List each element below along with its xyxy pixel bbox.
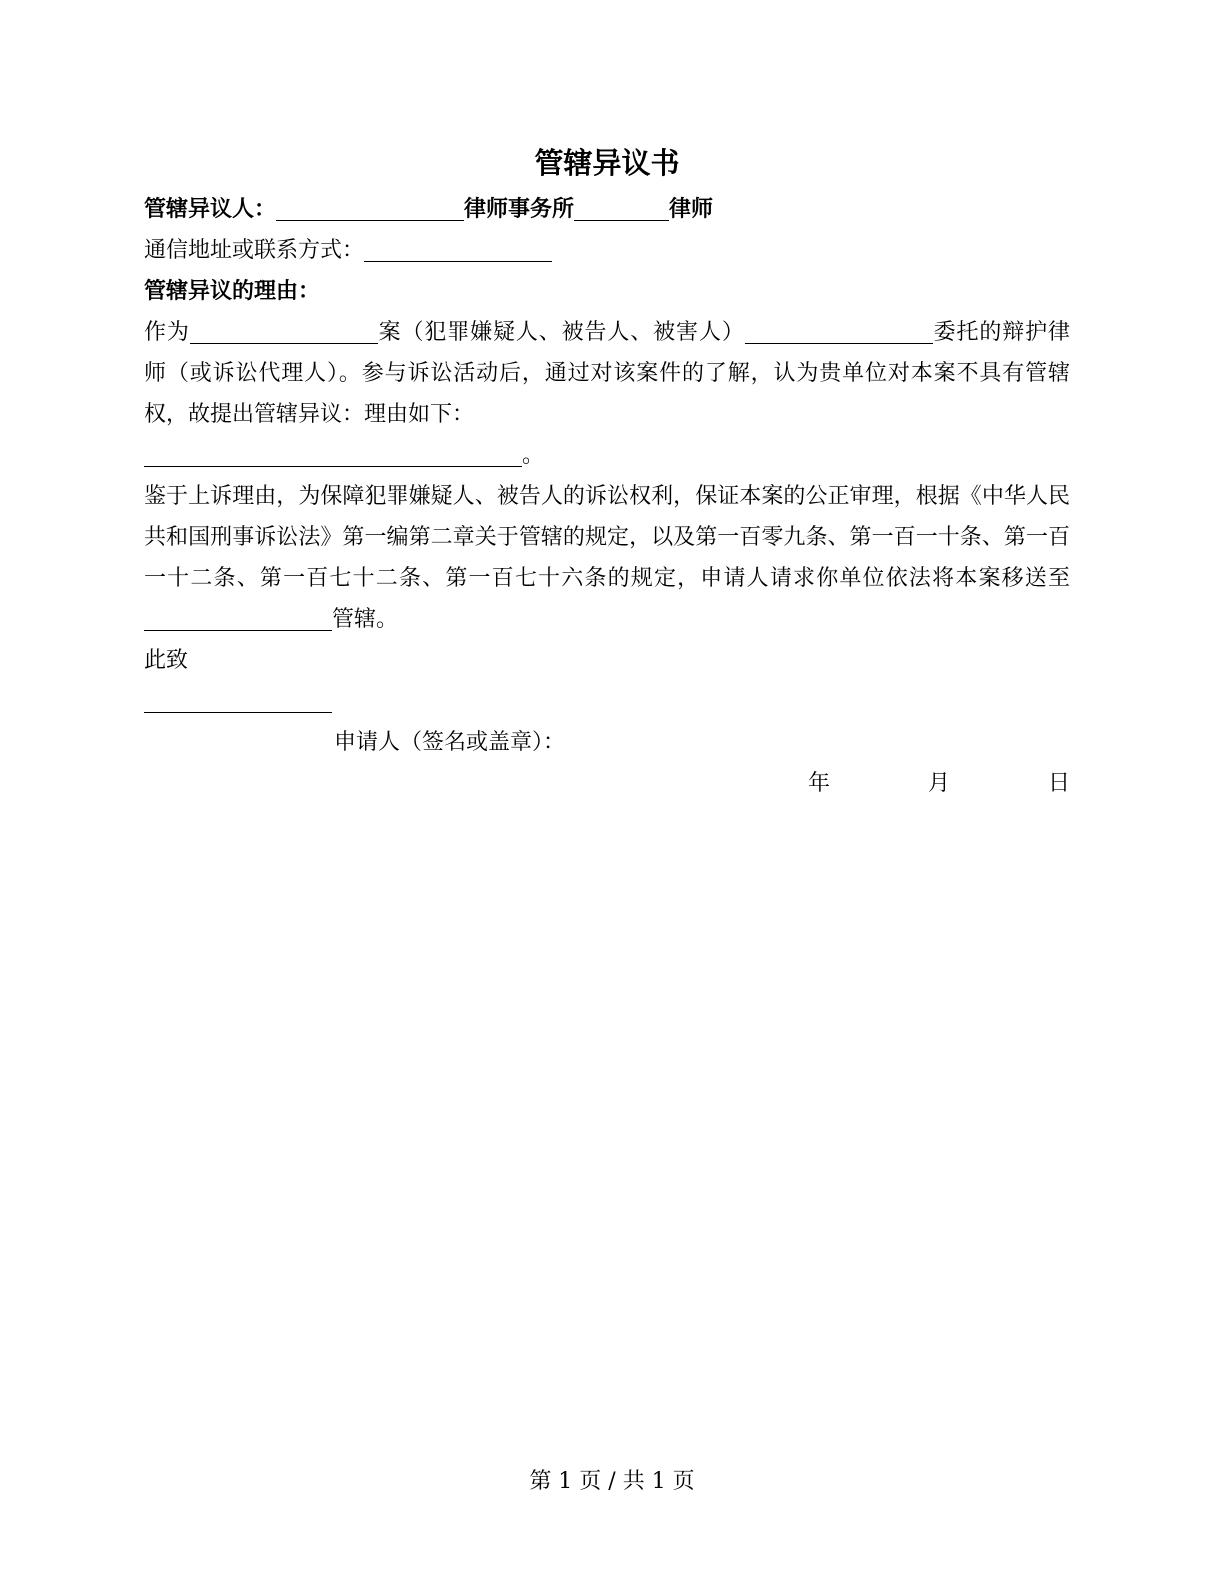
- page-number: 第 1 页 / 共 1 页: [529, 1469, 695, 1494]
- reason-line: [144, 435, 1070, 476]
- reason-end-mark: 。: [522, 443, 545, 468]
- paragraph-case-intro: [144, 312, 1070, 435]
- paragraph-legal-basis: [144, 476, 1070, 640]
- p2-suffix: 管辖。: [332, 607, 399, 632]
- case-name-blank[interactable]: [190, 315, 378, 344]
- contact-line: [144, 230, 1070, 271]
- document-title: 管辖异议书: [534, 146, 680, 180]
- page-footer: [0, 1464, 1224, 1500]
- contact-label: 通信地址或联系方式：: [144, 238, 365, 263]
- objector-line: [144, 189, 1070, 230]
- p1-suffix: 委托的辩护律师（或诉讼代理人）。参与诉讼活动后，通过对该案件的了解，认为贵单位对本案不具有管辖权，故提出管辖异议：理由如下：: [144, 320, 1070, 427]
- lawyer-label: 律师: [669, 196, 714, 222]
- salutation: 此致: [144, 648, 189, 673]
- document-body: [144, 140, 1070, 804]
- date-day-label: 日: [1048, 771, 1071, 796]
- contact-blank[interactable]: [364, 233, 552, 262]
- objector-label: 管辖异议人：: [144, 196, 277, 222]
- date-month-label: 月: [928, 771, 951, 796]
- date-line: [144, 763, 1070, 804]
- applicant-label: 申请人（签名或盖章）：: [334, 730, 566, 755]
- objector-name-blank[interactable]: [276, 192, 464, 221]
- p2-text: 鉴于上诉理由，为保障犯罪嫌疑人、被告人的诉讼权利，保证本案的公正审理，根据《中华人民共和国刑事诉讼法》第一编第二章关于管辖的规定，以及第一百零九条、第一百一十条、第一百一十二条、第一百七十二条、第一百七十六条的规定，申请人请求你单位依法将本案移送至: [144, 484, 1070, 591]
- date-year-label: 年: [808, 771, 831, 796]
- p1-prefix: 作为: [144, 320, 190, 345]
- recipient-blank[interactable]: [144, 684, 332, 713]
- lawyer-name-blank[interactable]: [574, 192, 669, 221]
- transfer-target-blank[interactable]: [144, 602, 332, 631]
- recipient-line: [144, 681, 1070, 722]
- applicant-signature-line: [144, 722, 1070, 763]
- reason-blank[interactable]: [144, 438, 522, 467]
- p1-mid: 案（犯罪嫌疑人、被告人、被害人）: [377, 320, 745, 345]
- reasons-heading: 管辖异议的理由：: [144, 278, 321, 304]
- client-name-blank[interactable]: [745, 315, 933, 344]
- law-firm-label: 律师事务所: [464, 196, 575, 222]
